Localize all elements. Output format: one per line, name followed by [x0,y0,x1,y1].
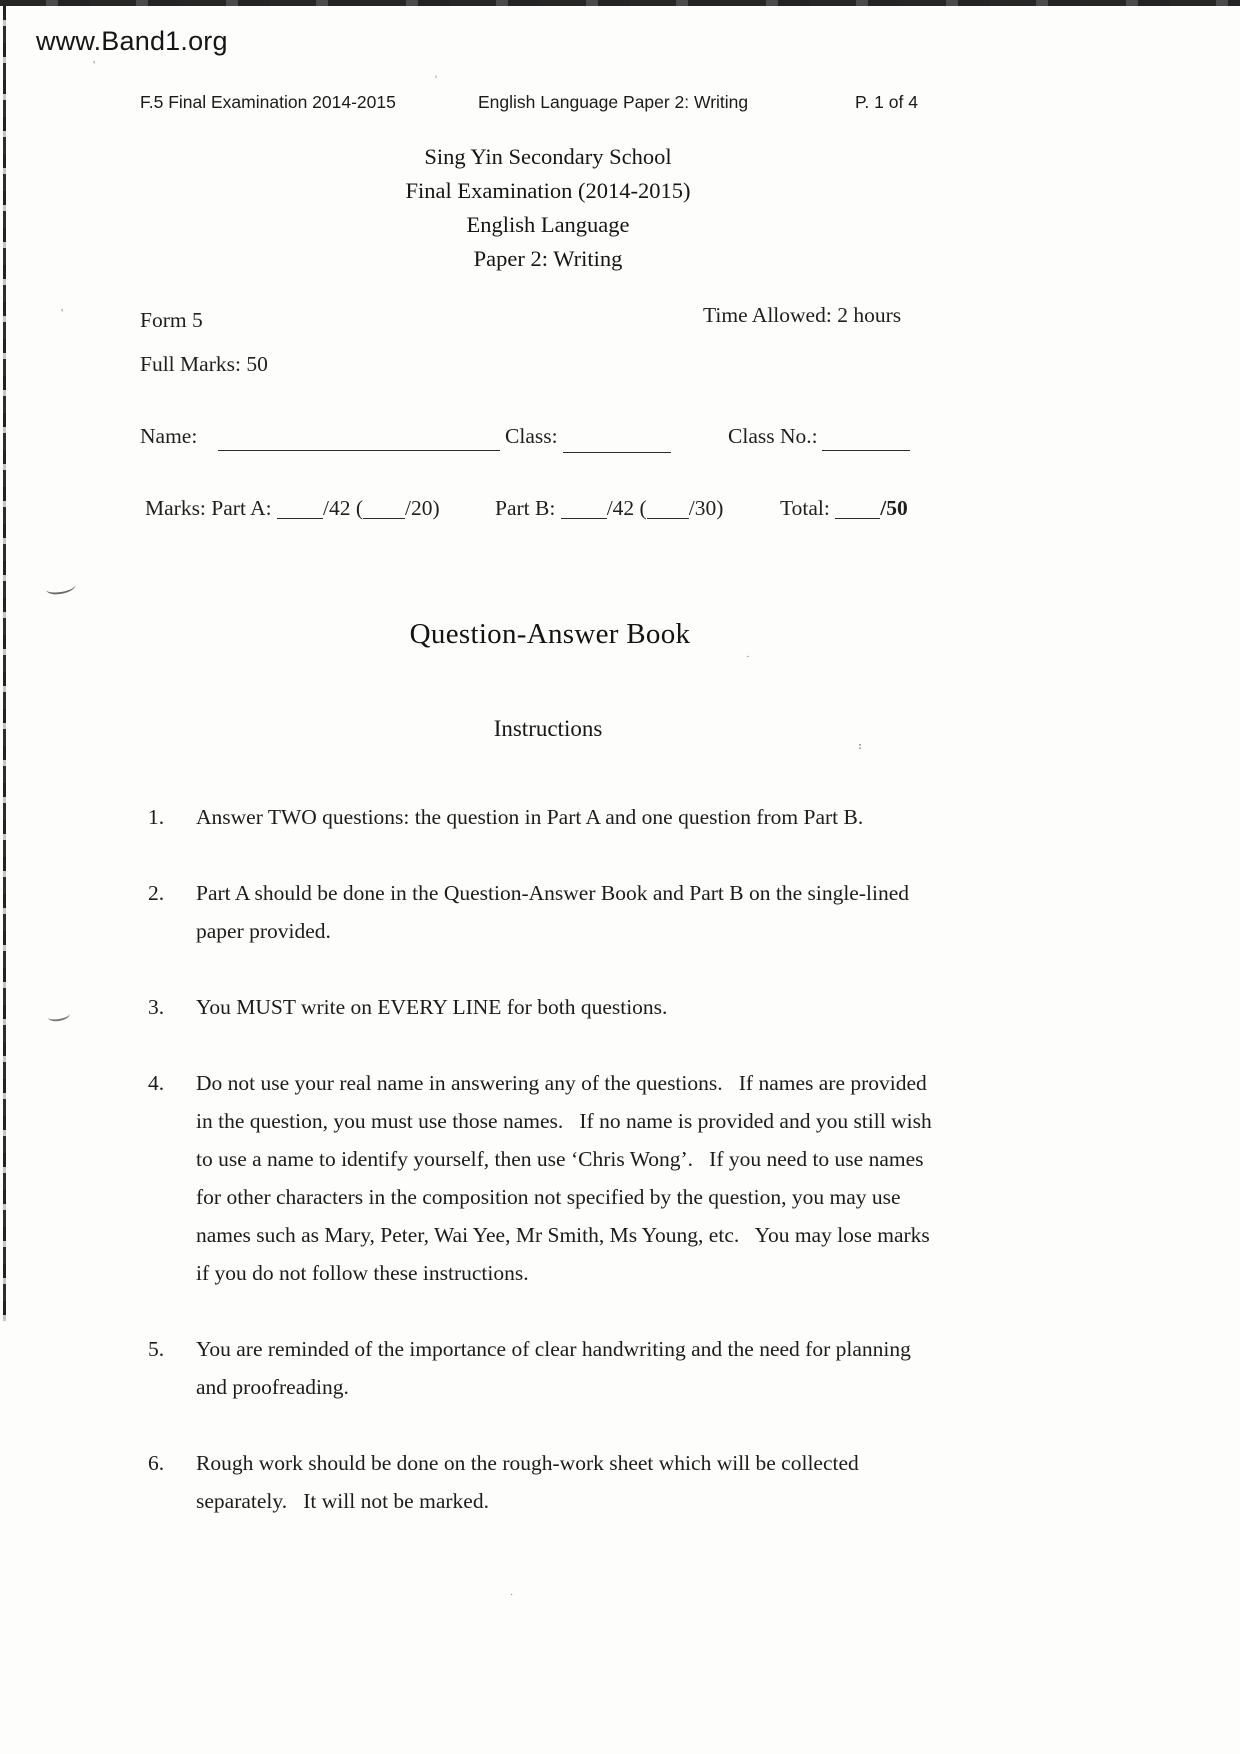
total-label: Total: [780,496,830,520]
scan-pen-mark [47,1009,70,1023]
instruction-number: 3. [148,995,165,1019]
header-page-number: P. 1 of 4 [855,92,918,112]
instruction-text: You MUST write on EVERY LINE for both questions. [196,995,668,1019]
instruction-number: 2. [148,881,165,905]
part-b-score-blank [561,498,607,519]
instruction-number: 5. [148,1337,165,1361]
scan-pen-mark [45,578,76,595]
instruction-item [148,798,948,836]
instruction-text: Rough work should be done on the rough-work sheet which will be collected separately. It will not be marked. [196,1451,865,1513]
paper-title: Paper 2: Writing [473,246,623,271]
instruction-number: 4. [148,1071,165,1095]
scan-top-border [0,0,1240,6]
running-header [0,92,1240,118]
marks-total [780,496,908,521]
part-a-score-blank [277,498,323,519]
scan-speck: ʿ [434,73,438,87]
scan-speck: · [510,1590,514,1601]
total-denominator: /50 [880,496,908,520]
exam-title: Final Examination (2014-2015) [405,178,691,203]
name-blank-line [218,428,500,451]
total-score-blank [835,498,880,519]
title-block [0,140,1096,276]
instruction-text: You are reminded of the importance of clear handwriting and the need for planning and proofreading. [196,1337,917,1399]
instruction-item [148,1064,948,1292]
form-level: Form 5 [140,308,203,332]
class-blank-line [563,430,671,453]
class-no-label: Class No.: [728,424,818,448]
instruction-number: 6. [148,1451,165,1475]
instruction-number: 1. [148,805,165,829]
part-b-sub-blank [647,498,689,519]
instruction-text: Answer TWO questions: the question in Part A and one question from Part B. [196,805,864,829]
school-name: Sing Yin Secondary School [424,144,672,169]
header-paper-title: English Language Paper 2: Writing [478,92,749,112]
part-a-label: Marks: Part A: [145,496,272,520]
instruction-item [148,1444,948,1520]
class-label: Class: [505,424,558,448]
instruction-text: Part A should be done in the Question-Answer Book and Part B on the single-lined paper provided. [196,881,915,943]
time-allowed: Time Allowed: 2 hours [703,303,902,327]
instruction-item [148,988,948,1026]
part-b-sub-denominator: /30) [688,496,724,520]
name-label: Name: [140,424,198,448]
part-b-label: Part B: [495,496,556,520]
instructions-list [148,798,948,1558]
instruction-item [148,1330,948,1406]
instruction-item [148,874,948,950]
part-a-sub-blank [363,498,405,519]
full-marks: Full Marks: 50 [140,352,268,376]
marks-part-b [495,496,723,521]
subject-title: English Language [466,212,630,237]
instruction-text: Do not use your real name in answering any of the questions. If names are provided in the question, you must use those names. If no name is provided and you still wish to use a name to identify yourself, then use ‘Chris Wong’. If you need to use names for other characters in the composition not specified by the question, you may use names such as Mary, Peter, Wai Yee, Mr Smith, Ms Young, etc. You may lose marks if you do not follow these instructions. [196,1071,938,1285]
header-exam-title: F.5 Final Examination 2014-2015 [140,92,396,112]
scan-speck: ։ [858,738,863,752]
question-answer-book-title: Question-Answer Book [409,618,691,650]
website-watermark: www.Band1.org [36,26,228,56]
scan-speck: · [746,651,750,663]
scan-speck: ʿ [60,306,65,321]
marks-part-a [145,496,440,521]
class-no-blank-line [822,428,910,451]
instructions-heading: Instructions [493,716,603,741]
part-b-denominator: /42 ( [606,496,647,520]
part-a-denominator: /42 ( [322,496,363,520]
part-a-sub-denominator: /20) [405,496,440,520]
scan-speck: ʿ [92,58,97,73]
